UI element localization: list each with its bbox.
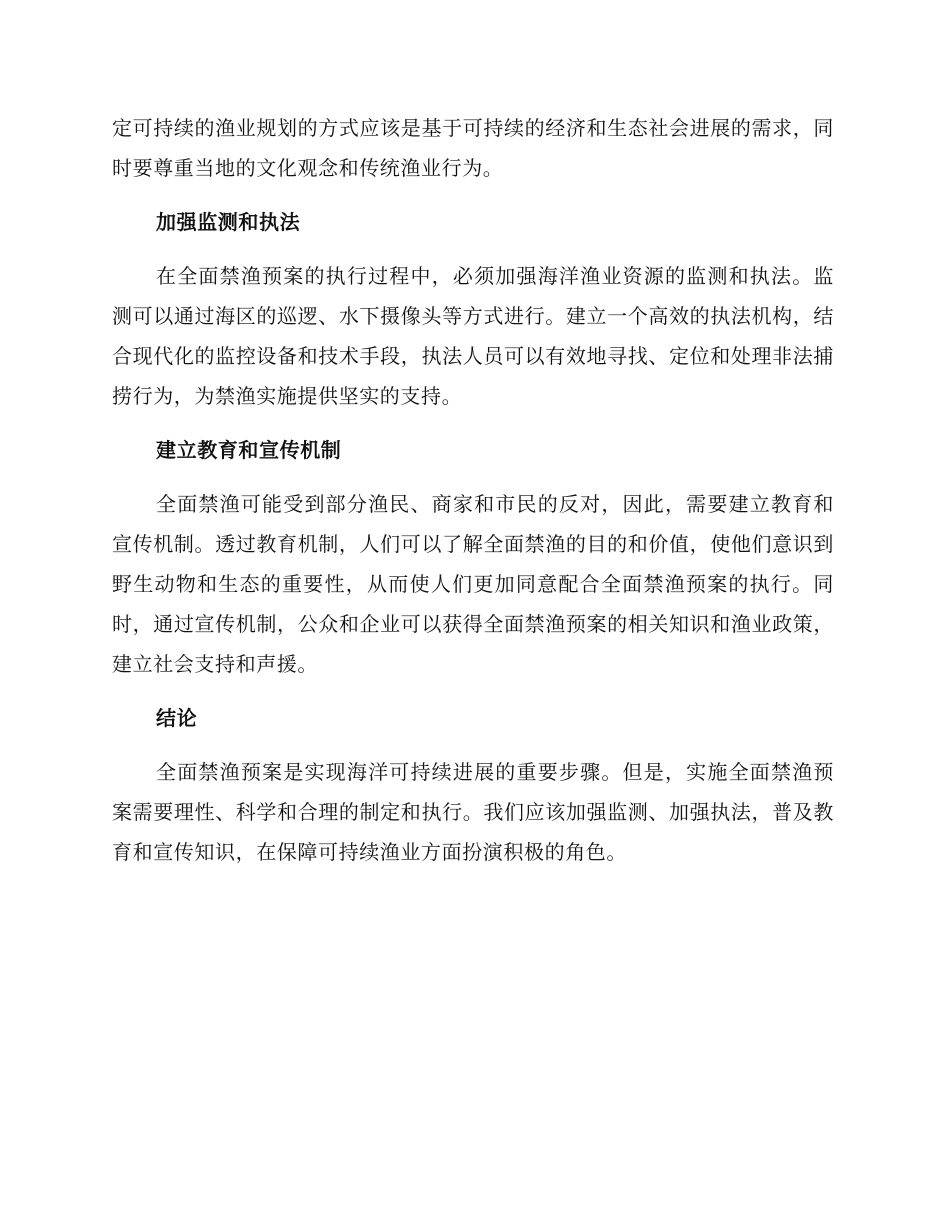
section-heading-education-publicity: 建立教育和宣传机制 [156, 438, 342, 462]
opening-paragraph: 定可持续的渔业规划的方式应该是基于可持续的经济和生态社会进展的需求，同时要尊重当地的文化观念和传统渔业行为。 [112, 116, 834, 180]
section-heading-conclusion: 结论 [156, 706, 198, 730]
document-body [112, 108, 834, 872]
section-body-education-publicity: 全面禁渔可能受到部分渔民、商家和市民的反对，因此，需要建立教育和宣传机制。透过教育机制，人们可以了解全面禁渔的目的和价值，使他们意识到野生动物和生态的重要性，从而使人们更加同意配合全面禁渔预案的执行。同时，通过宣传机制，公众和企业可以获得全面禁渔预案的相关知识和渔业政策，建立社会支持和声援。 [112, 492, 834, 676]
section-heading-monitoring-enforcement: 加强监测和执法 [156, 210, 301, 234]
section-body-conclusion: 全面禁渔预案是实现海洋可持续进展的重要步骤。但是，实施全面禁渔预案需要理性、科学和合理的制定和执行。我们应该加强监测、加强执法，普及教育和宣传知识，在保障可持续渔业方面扮演积极的角色。 [112, 760, 834, 864]
section-body-monitoring-enforcement: 在全面禁渔预案的执行过程中，必须加强海洋渔业资源的监测和执法。监测可以通过海区的巡逻、水下摄像头等方式进行。建立一个高效的执法机构，结合现代化的监控设备和技术手段，执法人员可以有效地寻找、定位和处理非法捕捞行为，为禁渔实施提供坚实的支持。 [112, 264, 834, 408]
